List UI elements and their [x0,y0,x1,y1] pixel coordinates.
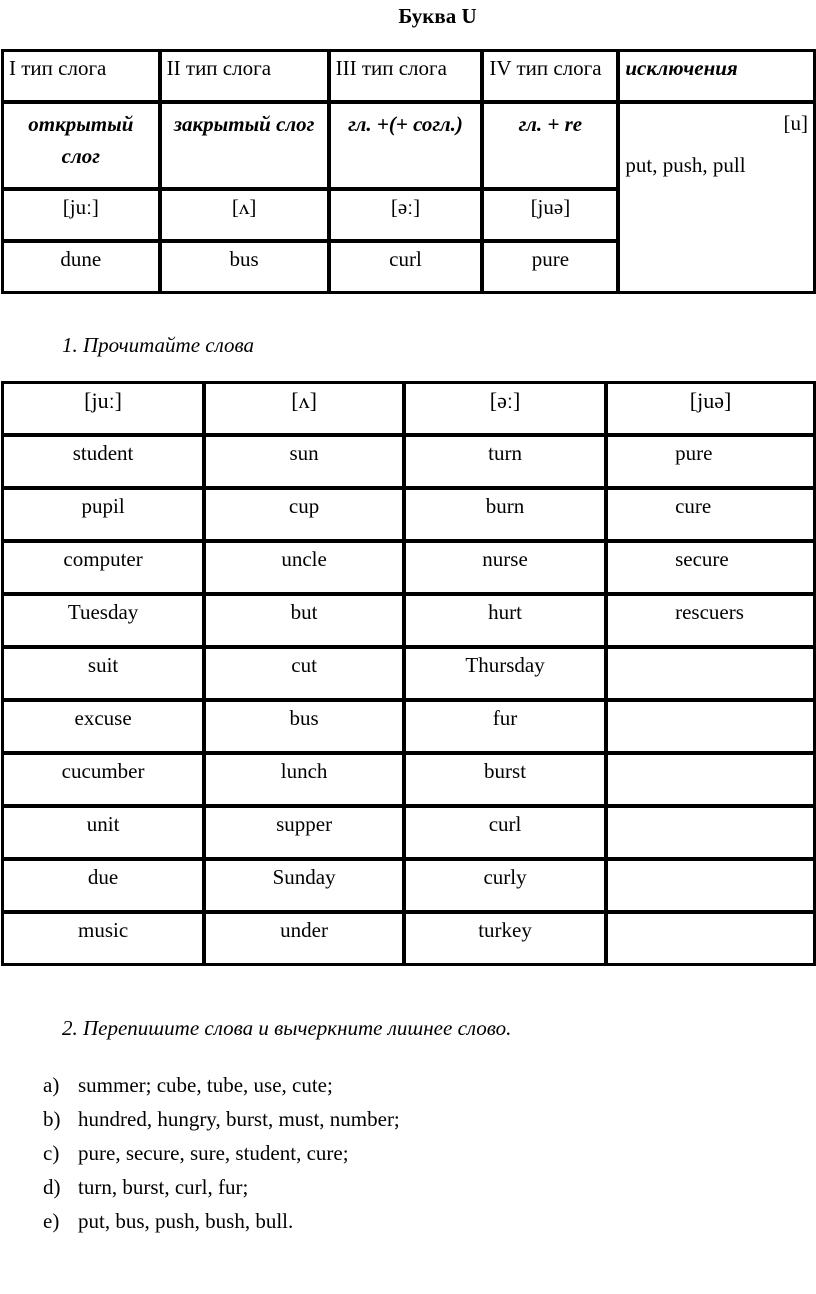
word-cell: curly [404,859,606,912]
list-marker: c) [43,1141,60,1165]
word-cell: Thursday [404,647,606,700]
word-cell: under [204,912,404,965]
word-cell: nurse [404,541,606,594]
word-cell: student [2,435,204,488]
word-cell: rescuers [606,594,815,647]
word-cell: pupil [2,488,204,541]
table-row [2,488,815,541]
word-cell [606,806,815,859]
word-cell: suit [2,647,204,700]
word-cell: burn [404,488,606,541]
word-cell [606,912,815,965]
table-row [2,594,815,647]
word-cell: pure [606,435,815,488]
sound-header-cell: [ʌ] [204,382,404,435]
word-cell: unit [2,806,204,859]
table-row [2,912,815,965]
sound-header-cell: [juː] [2,382,204,435]
syllable-types-table [1,49,816,294]
list-item [43,1136,400,1170]
sound-header-cell: [juə] [606,382,815,435]
table-row [2,541,815,594]
list-item [43,1068,400,1102]
task2-list [43,1068,400,1238]
list-item-text: put, bus, push, bush, bull. [78,1209,294,1233]
header-cell-exceptions: исключения [618,50,815,102]
list-item [43,1204,400,1238]
word-cell: uncle [204,541,404,594]
task2-heading: 2. Перепишите слова и вычеркните лишнее слово. [62,1016,512,1040]
table-row [2,647,815,700]
reading-words-table [1,381,816,966]
header-cell: IV тип слога [482,50,618,102]
word-cell: burst [404,753,606,806]
word-cell: sun [204,435,404,488]
list-marker: e) [43,1209,60,1233]
header-cell: II тип слога [160,50,329,102]
word-cell: hurt [404,594,606,647]
sound-cell: [əː] [329,189,483,241]
exception-sound: [u] [783,111,808,135]
word-cell: bus [204,700,404,753]
table-row [2,753,815,806]
word-cell: turkey [404,912,606,965]
table-row [2,50,815,102]
list-item-text: summer; cube, tube, use, cute; [78,1073,333,1097]
word-cell: cup [204,488,404,541]
word-cell: supper [204,806,404,859]
header-cell: I тип слога [2,50,160,102]
list-marker: d) [43,1175,61,1199]
reading-rows [2,435,815,965]
example-cell: bus [160,241,329,293]
syllable-type-cell: гл. + re [482,102,618,189]
word-cell: cut [204,647,404,700]
list-marker: a) [43,1073,60,1097]
exceptions-cell [618,102,815,293]
list-item-text: turn, burst, curl, fur; [78,1175,249,1199]
word-cell [606,700,815,753]
table-row [2,806,815,859]
word-cell [606,647,815,700]
table-row [2,700,815,753]
example-cell: pure [482,241,618,293]
table-row [2,102,815,189]
list-item [43,1102,400,1136]
word-cell: secure [606,541,815,594]
example-cell: dune [2,241,160,293]
table-row [2,382,815,435]
list-item-text: hundred, hungry, burst, must, number; [78,1107,400,1131]
list-marker: b) [43,1107,61,1131]
header-cell: III тип слога [329,50,483,102]
sound-cell: [juː] [2,189,160,241]
word-cell [606,753,815,806]
sound-cell: [juə] [482,189,618,241]
word-cell [606,859,815,912]
sound-header-cell: [əː] [404,382,606,435]
word-cell: excuse [2,700,204,753]
sound-cell: [ʌ] [160,189,329,241]
list-item-text: pure, secure, sure, student, cure; [78,1141,349,1165]
word-cell: computer [2,541,204,594]
word-cell: music [2,912,204,965]
syllable-type-cell: гл. +(+ согл.) [329,102,483,189]
word-cell: but [204,594,404,647]
word-cell: fur [404,700,606,753]
word-cell: due [2,859,204,912]
exception-words: put, push, pull [625,153,746,177]
syllable-type-cell: открытый слог [2,102,160,189]
word-cell: lunch [204,753,404,806]
example-cell: curl [329,241,483,293]
word-cell: curl [404,806,606,859]
syllable-type-cell: закрытый слог [160,102,329,189]
page-title: Буква U [398,4,477,28]
word-cell: cucumber [2,753,204,806]
table-row [2,435,815,488]
word-cell: turn [404,435,606,488]
word-cell: Sunday [204,859,404,912]
table-row [2,859,815,912]
word-cell: cure [606,488,815,541]
task1-heading: 1. Прочитайте слова [62,333,255,357]
word-cell: Tuesday [2,594,204,647]
list-item [43,1170,400,1204]
